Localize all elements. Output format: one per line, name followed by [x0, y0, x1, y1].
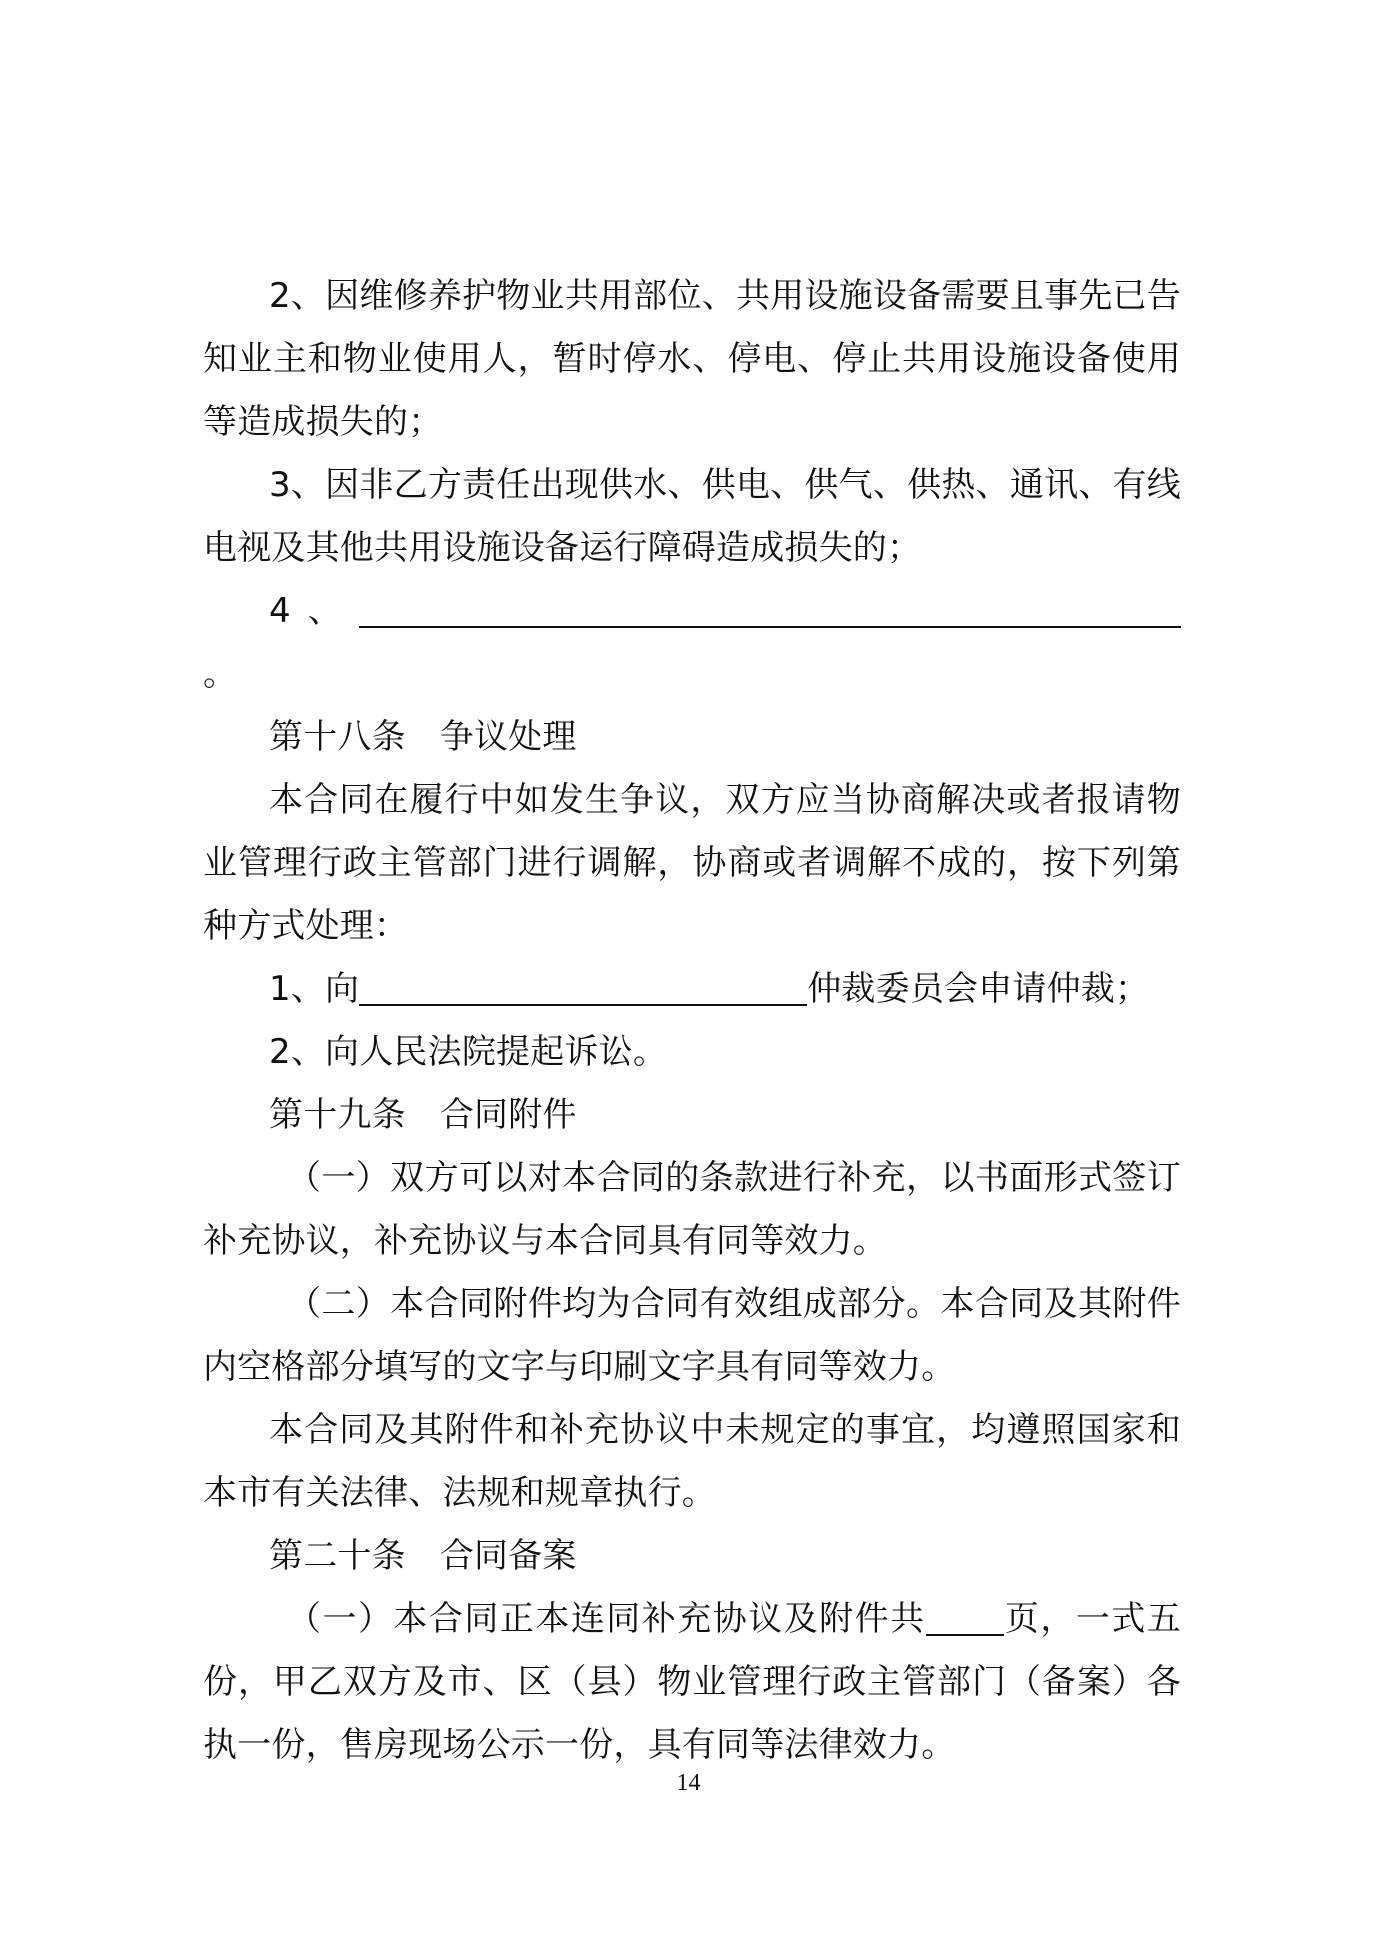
dispute-option-2 [203, 1021, 1181, 1084]
unspecified-matters-text: 本合同及其附件和补充协议中未规定的事宜，均遵照国家和本市有关法律、法规和规章执行。 [203, 1410, 1181, 1513]
article-18-number: 第十八条 [269, 717, 406, 757]
dispute-option-1-prefix: 1、向 [269, 969, 360, 1009]
article-20-title: 合同备案 [439, 1536, 577, 1576]
article-19-heading [203, 1084, 1181, 1147]
clause-item-4-prefix: 4、 [269, 591, 359, 631]
dispute-paragraph [203, 769, 1181, 958]
dispute-paragraph-text: 本合同在履行中如发生争议，双方应当协商解决或者报请物业管理行政主管部门进行调解，协商或者调解不成的，按下列第种方式处理： [203, 780, 1181, 946]
article-20-number: 第二十条 [269, 1536, 406, 1576]
dispute-option-1-suffix: 仲裁委员会申请仲裁； [807, 969, 1150, 1009]
dispute-option-2-text: 2、向人民法院提起诉讼。 [269, 1032, 668, 1072]
page-number: 14 [676, 1770, 701, 1796]
clause-item-3-text: 3、因非乙方责任出现供水、供电、供气、供热、通讯、有线电视及其他共用设施设备运行障碍造成损失的； [203, 465, 1181, 568]
clause-item-4 [203, 580, 1181, 706]
dispute-option-1 [203, 958, 1181, 1021]
attachment-clause-2-text: （二）本合同附件均为合同有效组成部分。本合同及其附件内空格部分填写的文字与印刷文字具有同等效力。 [203, 1284, 1181, 1387]
unspecified-matters-paragraph [203, 1399, 1181, 1525]
attachment-clause-1 [203, 1147, 1181, 1273]
clause-item-4-suffix: 。 [203, 654, 238, 694]
clause-item-2 [203, 265, 1181, 454]
attachment-clause-1-text: （一）双方可以对本合同的条款进行补充，以书面形式签订补充协议，补充协议与本合同具有同等效力。 [203, 1158, 1181, 1261]
article-18-heading [203, 706, 1181, 769]
clause-item-3 [203, 454, 1181, 580]
filing-clause-1 [203, 1588, 1181, 1777]
article-19-title: 合同附件 [439, 1095, 577, 1135]
fill-in-blank-page-count[interactable] [926, 1594, 1004, 1636]
fill-in-blank-item-4[interactable] [359, 586, 1181, 628]
attachment-clause-2 [203, 1273, 1181, 1399]
article-19-number: 第十九条 [269, 1095, 406, 1135]
article-18-title: 争议处理 [439, 717, 577, 757]
fill-in-blank-arbitration[interactable] [359, 964, 807, 1006]
filing-clause-1-prefix: （一）本合同正本连同补充协议及附件共 [287, 1599, 926, 1639]
article-20-heading [203, 1525, 1181, 1588]
document-body [203, 265, 1181, 1777]
filing-clause-1-suffix: 页，一式五份，甲乙双方及市、区（县）物业管理行政主管部门（备案）各执一份，售房现场公示一份，具有同等法律效力。 [203, 1599, 1181, 1765]
clause-item-2-text: 2、因维修养护物业共用部位、共用设施设备需要且事先已告知业主和物业使用人，暂时停水、停电、停止共用设施设备使用等造成损失的； [203, 276, 1181, 442]
